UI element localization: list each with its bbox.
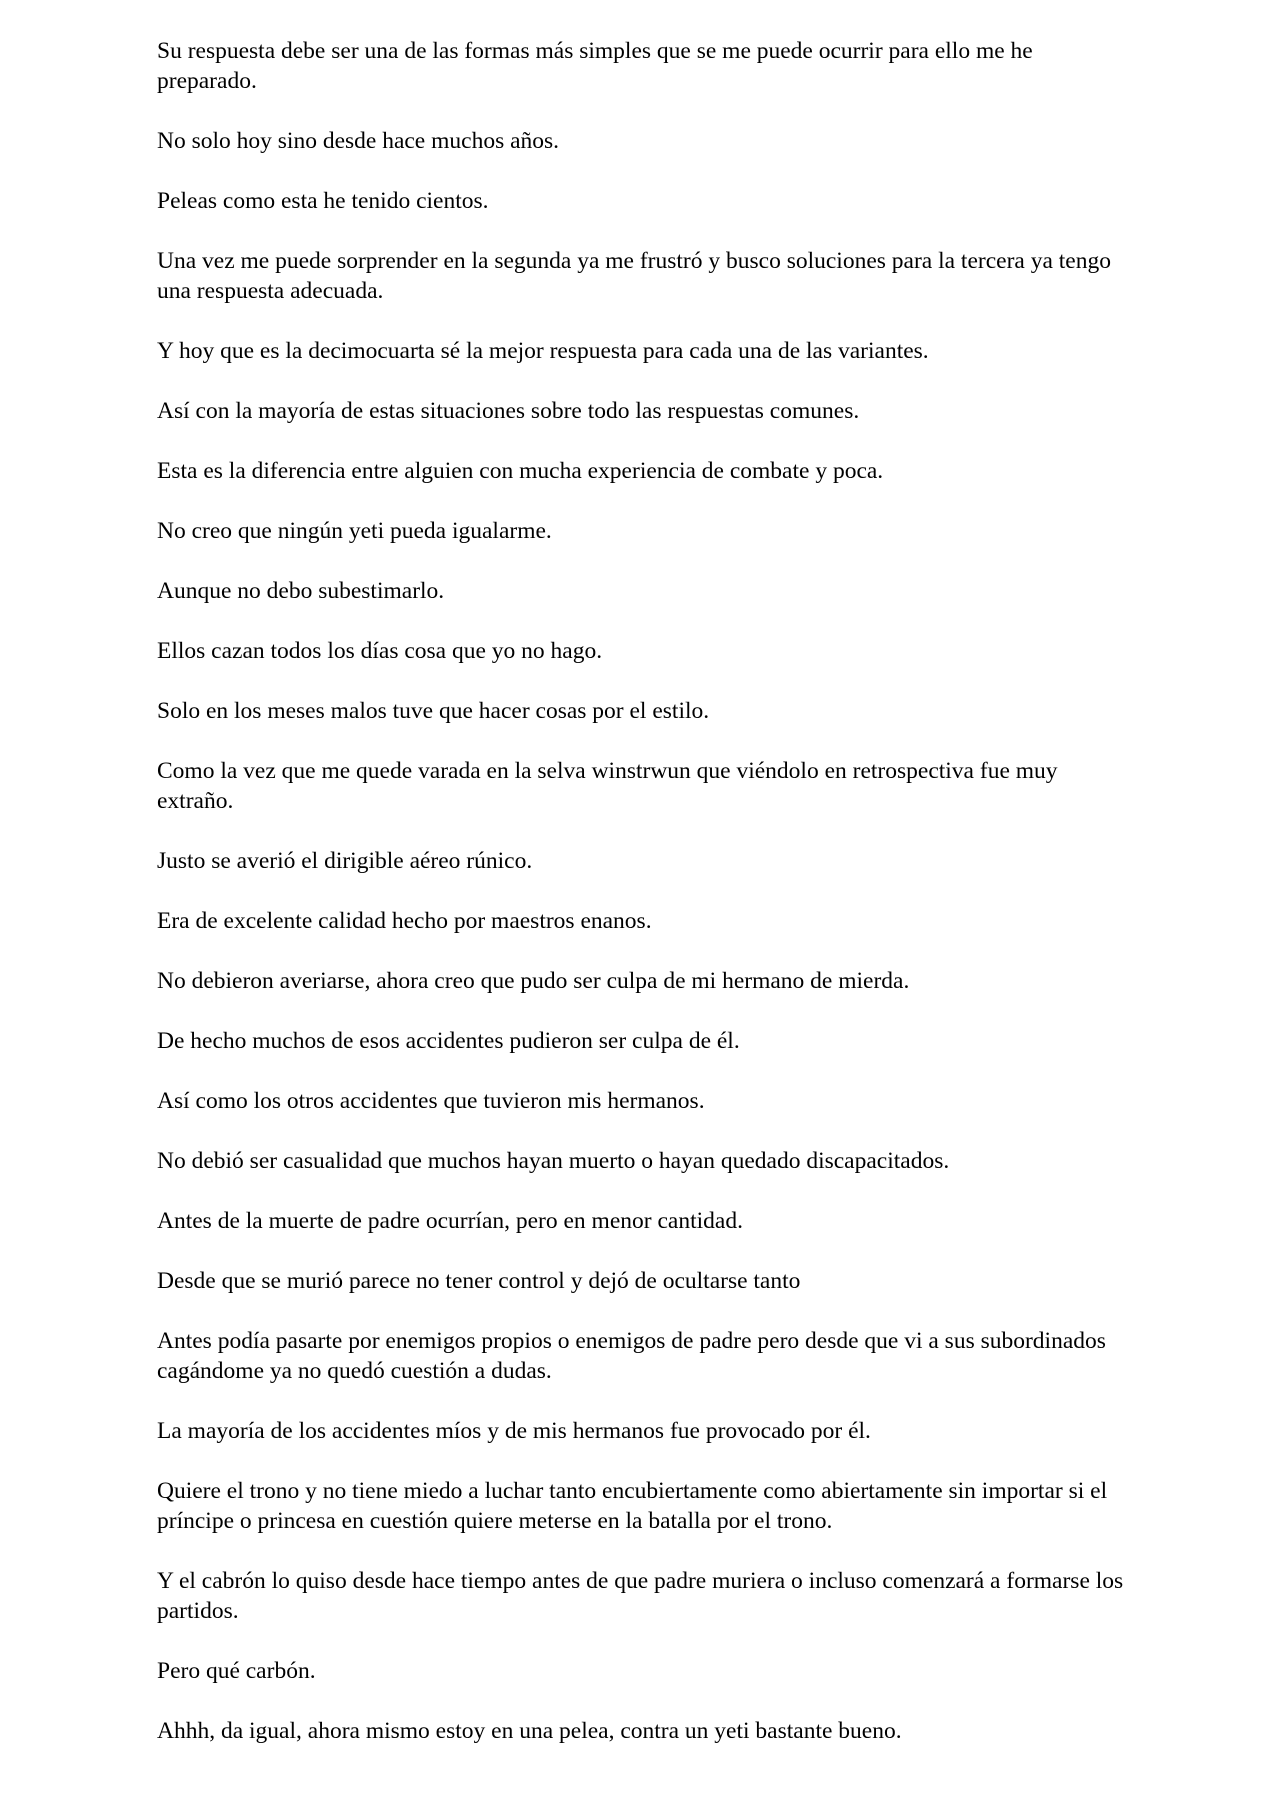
paragraph-20: Desde que se murió parece no tener control y dejó de ocultarse tanto xyxy=(157,1268,801,1294)
paragraph-5: Y hoy que es la decimocuarta sé la mejor respuesta para cada una de las variantes. xyxy=(157,338,929,364)
paragraph-17: Así como los otros accidentes que tuvieron mis hermanos. xyxy=(157,1088,705,1114)
paragraph-4: Una vez me puede sorprender en la segunda ya me frustró y busco soluciones para la tercera ya tengo una respuesta adecuada. xyxy=(157,248,1111,304)
paragraph-22: La mayoría de los accidentes míos y de mis hermanos fue provocado por él. xyxy=(157,1418,871,1444)
paragraph-10: Ellos cazan todos los días cosa que yo no hago. xyxy=(157,638,603,664)
paragraph-23: Quiere el trono y no tiene miedo a luchar tanto encubiertamente como abiertamente sin importar si el príncipe o princesa en cuestión quiere meterse en la batalla por el trono. xyxy=(157,1478,1108,1534)
paragraph-2: No solo hoy sino desde hace muchos años. xyxy=(157,128,560,154)
paragraph-21: Antes podía pasarte por enemigos propios o enemigos de padre pero desde que vi a sus subordinados cagándome ya no quedó cuestión a dudas. xyxy=(157,1328,1106,1384)
paragraph-3: Peleas como esta he tenido cientos. xyxy=(157,188,489,214)
paragraph-24: Y el cabrón lo quiso desde hace tiempo antes de que padre muriera o incluso comenzará a formarse los partidos. xyxy=(157,1568,1124,1624)
paragraph-9: Aunque no debo subestimarlo. xyxy=(157,578,445,604)
paragraph-26: Ahhh, da igual, ahora mismo estoy en una pelea, contra un yeti bastante bueno. xyxy=(157,1718,902,1744)
paragraph-1: Su respuesta debe ser una de las formas más simples que se me puede ocurrir para ello me he preparado. xyxy=(157,38,1033,94)
paragraph-19: Antes de la muerte de padre ocurrían, pero en menor cantidad. xyxy=(157,1208,743,1234)
paragraph-14: Era de excelente calidad hecho por maestros enanos. xyxy=(157,908,652,934)
document-body xyxy=(157,36,1137,1776)
paragraph-11: Solo en los meses malos tuve que hacer cosas por el estilo. xyxy=(157,698,710,724)
paragraph-7: Esta es la diferencia entre alguien con mucha experiencia de combate y poca. xyxy=(157,458,884,484)
paragraph-16: De hecho muchos de esos accidentes pudieron ser culpa de él. xyxy=(157,1028,740,1054)
paragraph-8: No creo que ningún yeti pueda igualarme. xyxy=(157,518,552,544)
paragraph-15: No debieron averiarse, ahora creo que pudo ser culpa de mi hermano de mierda. xyxy=(157,968,910,994)
paragraph-13: Justo se averió el dirigible aéreo rúnico. xyxy=(157,848,533,874)
paragraph-12: Como la vez que me quede varada en la selva winstrwun que viéndolo en retrospectiva fue muy extraño. xyxy=(157,758,1058,814)
paragraph-18: No debió ser casualidad que muchos hayan muerto o hayan quedado discapacitados. xyxy=(157,1148,950,1174)
paragraph-6: Así con la mayoría de estas situaciones sobre todo las respuestas comunes. xyxy=(157,398,860,424)
paragraph-25: Pero qué carbón. xyxy=(157,1658,316,1684)
